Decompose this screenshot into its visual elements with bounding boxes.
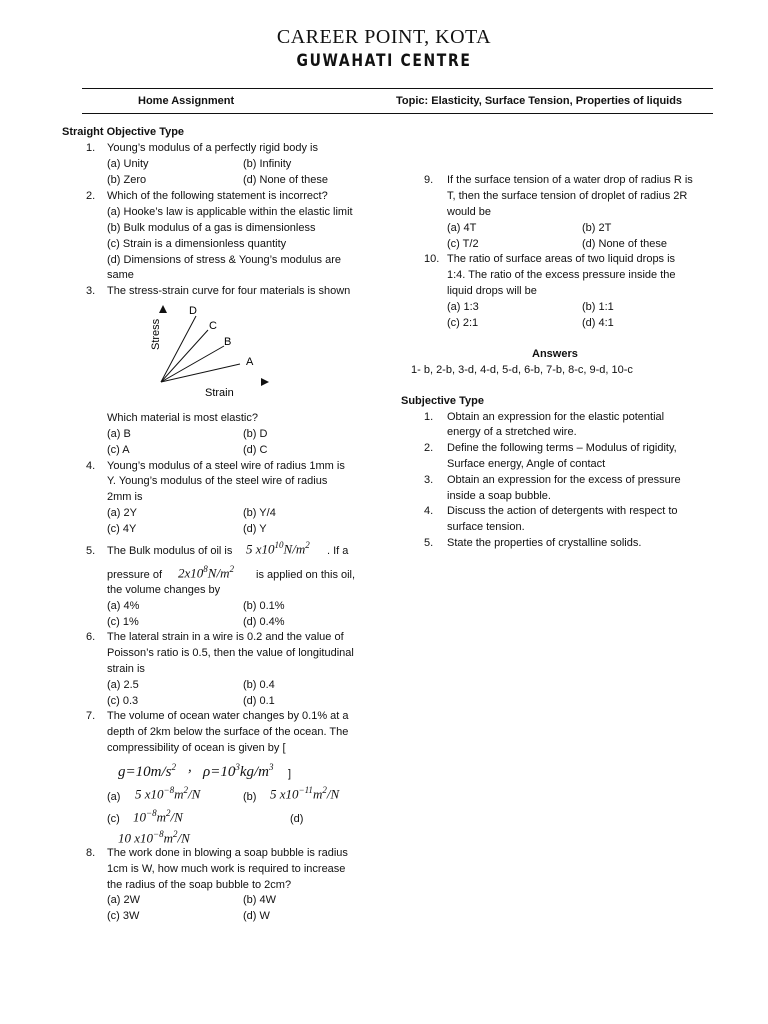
assignment-label: Home Assignment — [138, 95, 235, 107]
s2-text-1: Define the following terms – Modulus of rigidity, — [447, 442, 677, 454]
s5-text-1: State the properties of crystalline solids. — [447, 537, 642, 549]
section-objective-heading: Straight Objective Type — [62, 126, 185, 138]
q10-text-1: The ratio of surface areas of two liquid drops is — [447, 253, 676, 265]
q3-number: 3. — [86, 285, 96, 297]
q5-text-2: pressure of — [107, 569, 163, 581]
q2-option-a: (a) Hooke’s law is applicable within the elastic limit — [107, 206, 353, 218]
q6-text-1: The lateral strain in a wire is 0.2 and the value of — [107, 631, 344, 643]
q4-option-d: (d) Y — [243, 523, 267, 535]
q8-option-b: (b) 4W — [243, 894, 276, 906]
q1-text: Young’s modulus of a perfectly rigid body is — [107, 142, 318, 154]
q5-option-a: (a) 4% — [107, 600, 140, 612]
q7-text-2: depth of 2km below the surface of the ocean. The — [107, 726, 349, 738]
q5-text-1: The Bulk modulus of oil is — [107, 545, 233, 557]
s4-text-1: Discuss the action of detergents with respect to — [447, 505, 678, 517]
q7-text-1: The volume of ocean water changes by 0.1% at a — [107, 710, 349, 722]
q4-number: 4. — [86, 460, 96, 472]
s2-number: 2. — [424, 442, 434, 454]
q7-bracket-close: ] — [288, 768, 292, 780]
s1-text-1: Obtain an expression for the elastic potential — [447, 411, 665, 423]
q8-number: 8. — [86, 847, 96, 859]
section-subjective-heading: Subjective Type — [401, 395, 484, 407]
answers-text: 1- b, 2-b, 3-d, 4-d, 5-d, 6-b, 7-b, 8-c, 9-d, 10-c — [411, 364, 633, 376]
q9-text-2: T, then the surface tension of droplet of radius 2R — [447, 190, 688, 202]
q5-pressure-value: $2x10^8N/m^2$ — [178, 564, 234, 581]
q6-option-b: (b) 0.4 — [243, 679, 275, 691]
q9-text-3: would be — [447, 206, 492, 218]
q9-option-b: (b) 2T — [582, 222, 612, 234]
q3-option-a: (a) B — [107, 428, 131, 440]
q5-option-c: (c) 1% — [107, 616, 139, 628]
label-a: A — [246, 356, 254, 368]
q6-option-c: (c) 0.3 — [107, 695, 139, 707]
q10-option-a: (a) 1:3 — [447, 301, 479, 313]
stress-strain-graph — [140, 298, 280, 402]
q10-option-b: (b) 1:1 — [582, 301, 614, 313]
q4-option-a: (a) 2Y — [107, 507, 137, 519]
q9-option-c: (c) T/2 — [447, 238, 479, 250]
s3-text-1: Obtain an expression for the excess of pressure — [447, 474, 681, 486]
x-axis-arrow — [261, 378, 269, 386]
q4-option-b: (b) Y/4 — [243, 507, 276, 519]
q1-number: 1. — [86, 142, 96, 154]
q10-text-2: 1:4. The ratio of the excess pressure inside the — [447, 269, 676, 281]
answers-heading: Answers — [532, 348, 578, 360]
label-b: B — [224, 336, 232, 348]
q5-number: 5. — [86, 545, 96, 557]
q6-option-d: (d) 0.1 — [243, 695, 275, 707]
q7-gravity: $g=10m/s^2$ — [118, 762, 176, 780]
q1-option-b: (b) Infinity — [243, 158, 292, 170]
s2-text-2: Surface energy, Angle of contact — [447, 458, 606, 470]
q7-option-b-label: (b) — [243, 791, 257, 803]
q9-option-a: (a) 4T — [447, 222, 477, 234]
s5-number: 5. — [424, 537, 434, 549]
q6-number: 6. — [86, 631, 96, 643]
q5-bulk-modulus-value: 5 $x10^{10}N/m^2$ — [246, 540, 310, 557]
s4-number: 4. — [424, 505, 434, 517]
q7-text-3: compressibility of ocean is given by [ — [107, 742, 286, 754]
q1-option-a: (a) Unity — [107, 158, 149, 170]
q4-text-3: 2mm is — [107, 491, 143, 503]
q3-option-b: (b) D — [243, 428, 268, 440]
s3-text-2: inside a soap bubble. — [447, 490, 551, 502]
q5-text-3: the volume changes by — [107, 584, 221, 596]
q9-number: 9. — [424, 174, 434, 186]
q8-option-d: (d) W — [243, 910, 270, 922]
q5-option-b: (b) 0.1% — [243, 600, 285, 612]
q7-option-d-label: (d) — [290, 813, 304, 825]
q1-option-c: (b) Zero — [107, 174, 147, 186]
q4-text-2: Y. Young’s modulus of the steel wire of radius — [107, 475, 328, 487]
topic-label: Topic: Elasticity, Surface Tension, Properties of liquids — [396, 95, 683, 107]
q8-option-c: (c) 3W — [107, 910, 140, 922]
q5-text-2b: is applied on this oil, — [256, 569, 356, 581]
q3-text: The stress-strain curve for four materials is shown — [107, 285, 351, 297]
q7-option-a-value: 5 $x10^{-8}m^2/N$ — [135, 785, 201, 802]
s4-text-2: surface tension. — [447, 521, 525, 533]
q2-option-c: (c) Strain is a dimensionless quantity — [107, 238, 287, 250]
s1-number: 1. — [424, 411, 434, 423]
q10-number: 10. — [424, 253, 440, 265]
q6-option-a: (a) 2.5 — [107, 679, 139, 691]
q7-density: $\rho=10^3kg/m^3$ — [203, 762, 274, 780]
q7-option-c-label: (c) — [107, 813, 120, 825]
label-c: C — [209, 320, 217, 332]
s1-text-2: energy of a stretched wire. — [447, 426, 577, 438]
q6-text-3: strain is — [107, 663, 145, 675]
q7-option-c-value: $10^{-8}m^2/N$ — [133, 808, 183, 825]
q8-text-3: the radius of the soap bubble to 2cm? — [107, 879, 292, 891]
q2-number: 2. — [86, 190, 96, 202]
q4-option-c: (c) 4Y — [107, 523, 137, 535]
x-axis-label: Strain — [205, 387, 234, 399]
label-d: D — [189, 305, 197, 317]
q1-option-d: (d) None of these — [243, 174, 328, 186]
q2-text: Which of the following statement is incorrect? — [107, 190, 328, 202]
q8-text-1: The work done in blowing a soap bubble is radius — [107, 847, 348, 859]
q7-option-a-label: (a) — [107, 791, 121, 803]
q3-option-d: (d) C — [243, 444, 268, 456]
y-axis-label: Stress — [150, 318, 162, 350]
q10-text-3: liquid drops will be — [447, 285, 537, 297]
q7-number: 7. — [86, 710, 96, 722]
q2-option-b: (b) Bulk modulus of a gas is dimensionless — [107, 222, 316, 234]
q6-text-2: Poisson’s ratio is 0.5, then the value of longitudinal — [107, 647, 354, 659]
q5-option-d: (d) 0.4% — [243, 616, 285, 628]
q2-option-d-cont: same — [107, 269, 134, 281]
q10-option-d: (d) 4:1 — [582, 317, 614, 329]
header-top-rule — [82, 88, 713, 89]
q9-text-1: If the surface tension of a water drop of radius R is — [447, 174, 693, 186]
q7-option-b-value: 5 $x10^{-11}m^2/N$ — [270, 785, 340, 802]
q2-option-d: (d) Dimensions of stress & Young’s modulus are — [107, 254, 341, 266]
q8-option-a: (a) 2W — [107, 894, 140, 906]
q10-option-c: (c) 2:1 — [447, 317, 479, 329]
header-bottom-rule — [82, 113, 713, 114]
q4-text-1: Young’s modulus of a steel wire of radius 1mm is — [107, 460, 345, 472]
q3-text-2: Which material is most elastic? — [107, 412, 258, 424]
institute-title: CAREER POINT, KOTA — [276, 26, 492, 48]
q7-comma: , — [188, 759, 192, 775]
q7-option-d-value: 10 $x10^{-8}m^2/N$ — [118, 829, 190, 846]
s3-number: 3. — [424, 474, 434, 486]
y-axis-arrow — [159, 305, 167, 313]
curve-a — [161, 364, 240, 382]
q3-option-c: (c) A — [107, 444, 130, 456]
q8-text-2: 1cm is W, how much work is required to increase — [107, 863, 346, 875]
q5-text-1b: . If a — [327, 545, 349, 557]
centre-title: GUWAHATI CENTRE — [296, 51, 472, 71]
q9-option-d: (d) None of these — [582, 238, 667, 250]
